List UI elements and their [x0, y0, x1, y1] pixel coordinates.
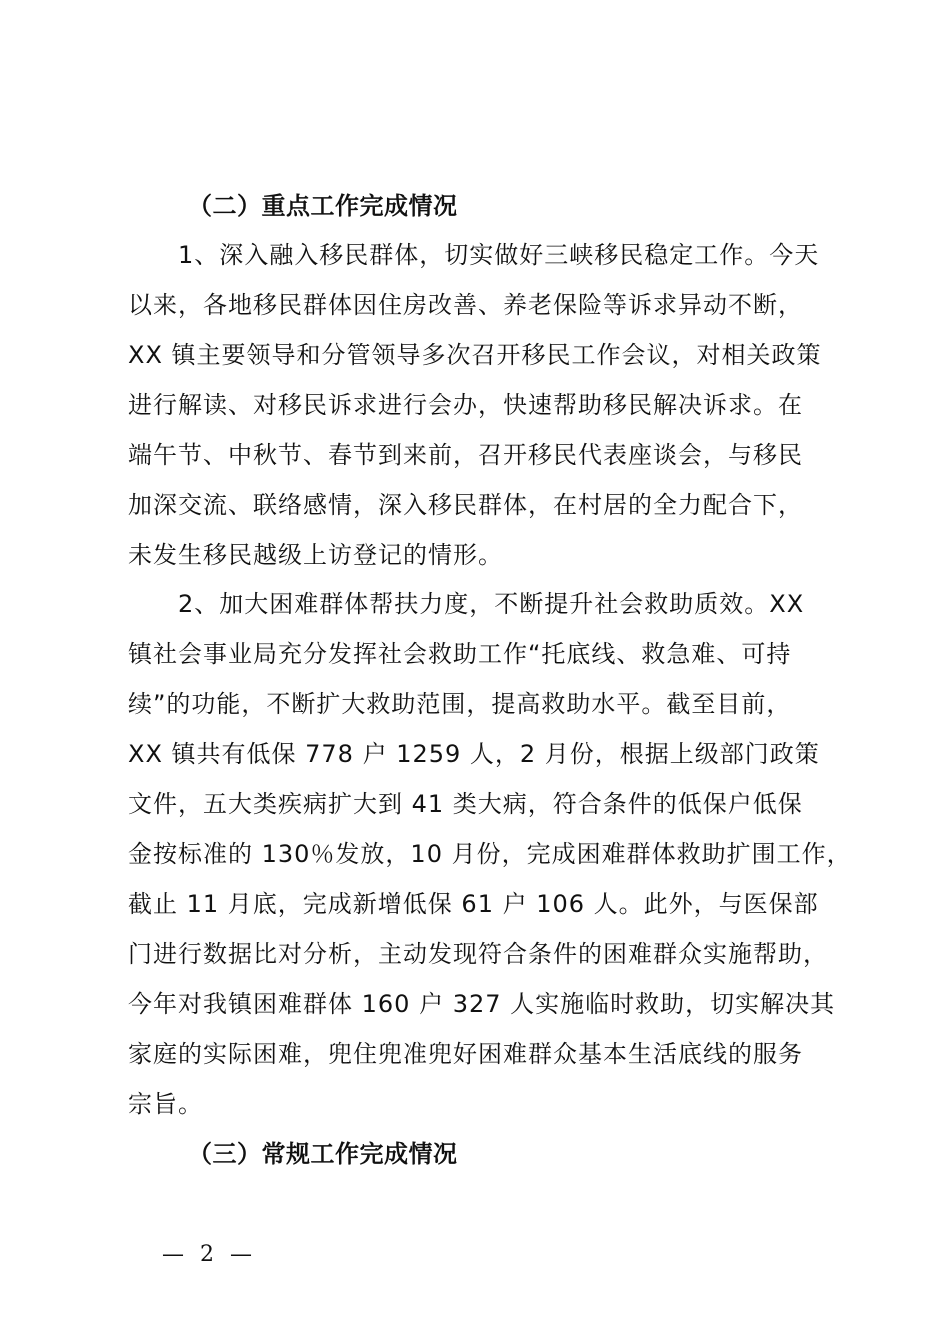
paragraph-line: 2、加大困难群体帮扶力度，不断提升社会救助质效。XX	[178, 590, 805, 618]
paragraph-line: 以来，各地移民群体因住房改善、养老保险等诉求异动不断，	[128, 291, 803, 319]
footer-dash-right: —	[230, 1242, 252, 1267]
paragraph-line: 端午节、中秋节、春节到来前，召开移民代表座谈会，与移民	[128, 441, 803, 469]
section-heading-3: （三）常规工作完成情况	[188, 1140, 458, 1168]
page-number-footer	[160, 1240, 254, 1270]
paragraph-line: 未发生移民越级上访登记的情形。	[128, 541, 503, 569]
paragraph-line: XX 镇共有低保 778 户 1259 人，2 月份，根据上级部门政策	[128, 740, 820, 768]
paragraph-line: 1、深入融入移民群体，切实做好三峡移民稳定工作。今天	[178, 241, 820, 269]
paragraph-line: 文件，五大类疾病扩大到 41 类大病，符合条件的低保户低保	[128, 790, 803, 818]
section-heading-2: （二）重点工作完成情况	[188, 192, 458, 220]
page-number: 2	[200, 1242, 214, 1267]
footer-dash-left: —	[162, 1242, 184, 1267]
paragraph-line: 家庭的实际困难，兜住兜准兜好困难群众基本生活底线的服务	[128, 1040, 803, 1068]
paragraph-line: 宗旨。	[128, 1090, 203, 1118]
paragraph-line: XX 镇主要领导和分管领导多次召开移民工作会议，对相关政策	[128, 341, 822, 369]
paragraph-line: 截止 11 月底，完成新增低保 61 户 106 人。此外，与医保部	[128, 890, 819, 918]
paragraph-line: 进行解读、对移民诉求进行会办，快速帮助移民解决诉求。在	[128, 391, 803, 419]
paragraph-line: 续”的功能，不断扩大救助范围，提高救助水平。截至目前，	[128, 690, 792, 718]
paragraph-line: 金按标准的 130％发放，10 月份，完成困难群体救助扩围工作，	[128, 840, 852, 868]
paragraph-line: 镇社会事业局充分发挥社会救助工作“托底线、救急难、可持	[128, 640, 792, 668]
paragraph-line: 今年对我镇困难群体 160 户 327 人实施临时救助，切实解决其	[128, 990, 836, 1018]
paragraph-line: 加深交流、联络感情，深入移民群体，在村居的全力配合下，	[128, 491, 803, 519]
paragraph-line: 门进行数据比对分析，主动发现符合条件的困难群众实施帮助，	[128, 940, 828, 968]
